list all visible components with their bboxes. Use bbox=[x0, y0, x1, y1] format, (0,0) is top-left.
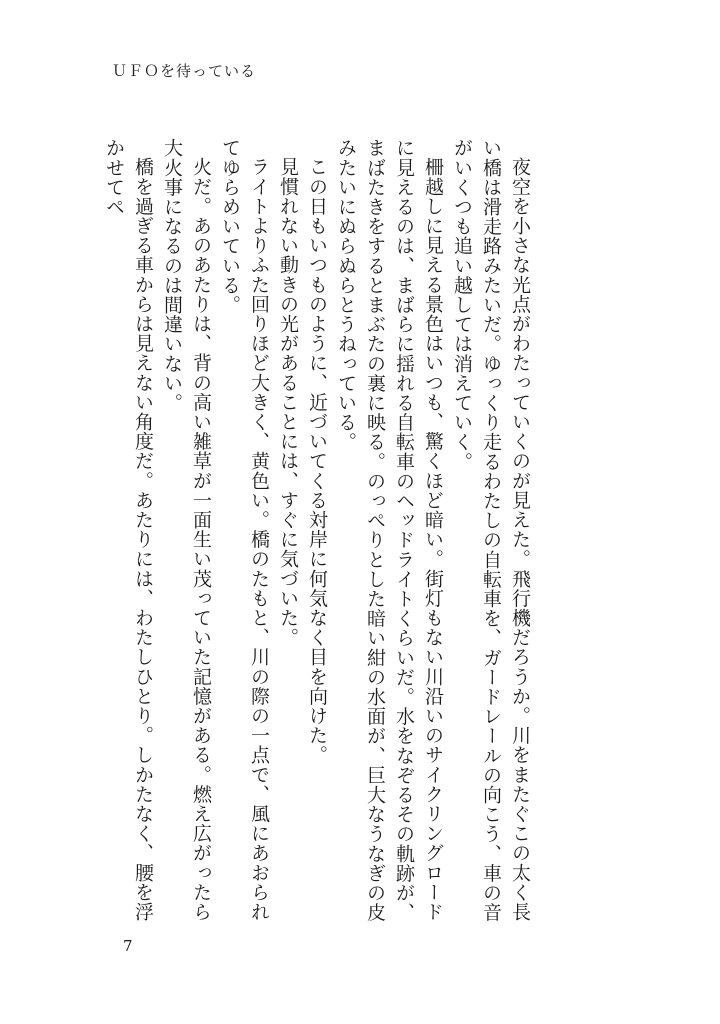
running-head: ＵＦＯを待っている bbox=[112, 62, 257, 80]
body-text bbox=[99, 138, 534, 934]
paragraph: 火だ。あのあたりは、背の高い雑草が一面生い茂っていた記憶がある。燃え広がったら大火事になるのは間違いない。 bbox=[161, 138, 212, 922]
paragraph: 柵越しに見える景色はいつも、驚くほど暗い。街灯もない川沿いのサイクリングロードに見えるのは、まばらに揺れる自転車のヘッドライトくらいだ。水をなぞるその軌跡が、まばたきをするとまぶたの裏に映る。のっぺりとした暗い紺の水面が、巨大なうなぎの皮みたいにぬらぬらとうねっている。 bbox=[335, 138, 444, 922]
paragraph: 橋を過ぎる車からは見えない角度だ。あたりには、わたしひとり。しかたなく、腰を浮かせてペ bbox=[103, 138, 154, 922]
paragraph: ライトよりふた回りほど大きく、黄色い。橋のたもと、川の際の一点で、風にあおられてゆらめいている。 bbox=[219, 138, 270, 922]
paragraph: 夜空を小さな光点がわたっていくのが見えた。飛行機だろうか。川をまたぐこの太く長い橋は滑走路みたいだ。ゆっくり走るわたしの自転車を、ガードレールの向こう、車の音がいくつも追い越しては消えていく。 bbox=[451, 138, 531, 922]
paragraph: 見慣れない動きの光があることには、すぐに気づいた。 bbox=[277, 157, 299, 647]
paragraph: この日もいつものように、近づいてくる対岸に何気なく目を向けた。 bbox=[306, 157, 328, 765]
page-number: 7 bbox=[123, 937, 133, 955]
